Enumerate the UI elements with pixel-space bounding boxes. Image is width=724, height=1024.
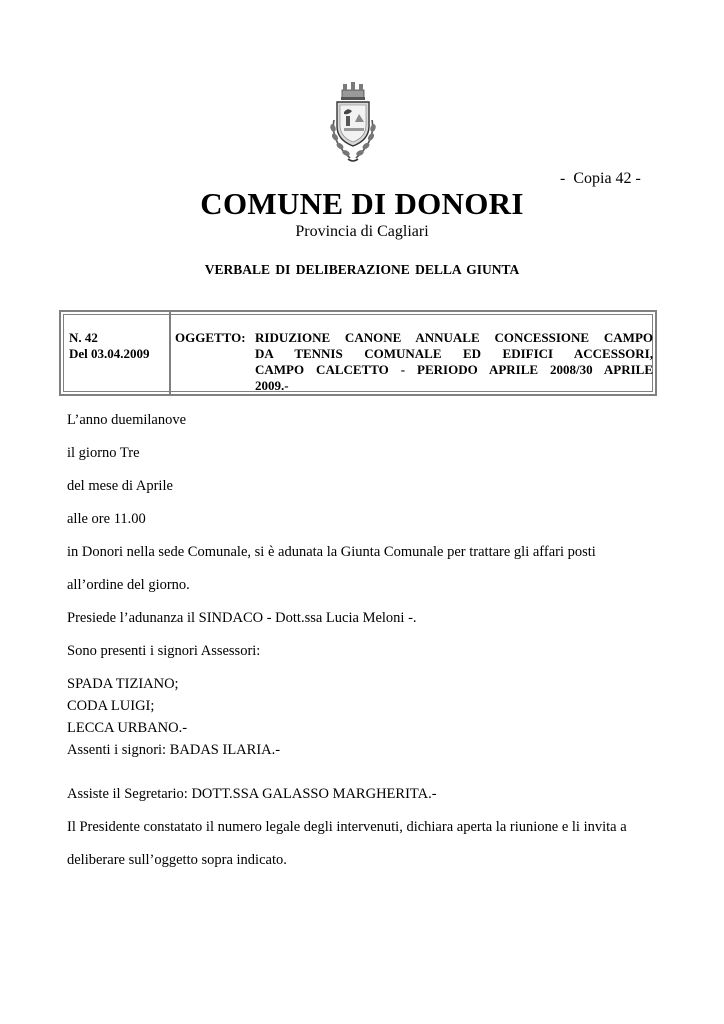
assessor-name: LECCA URBANO.- <box>67 720 188 736</box>
subject-line: RIDUZIONE CANONE ANNUALE CONCESSIONE CAMPO <box>255 330 653 345</box>
deliberation-info-box <box>59 310 657 396</box>
body-time: alle ore 11.00 <box>67 511 146 527</box>
province-subtitle: Provincia di Cagliari <box>295 223 429 240</box>
municipal-crest-icon <box>322 80 384 170</box>
deliberation-number-cell <box>69 330 150 362</box>
subject-text <box>255 330 653 394</box>
body-year: L’anno duemilanove <box>67 412 187 428</box>
deliberation-date: Del 03.04.2009 <box>69 346 150 361</box>
body-quorum: Il Presidente constatato il numero legale degli intervenuti, dichiara aperta la riunione e li invita a <box>67 819 627 835</box>
body-present-heading: Sono presenti i signori Assessori: <box>67 643 261 659</box>
assessor-name: SPADA TIZIANO; <box>67 676 179 692</box>
document-type-heading: VERBALE DI DELIBERAZIONE DELLA GIUNTA <box>204 262 520 277</box>
copy-number: - Copia 42 - <box>560 170 641 187</box>
deliberation-number: N. 42 <box>69 330 98 345</box>
assessor-name: CODA LUIGI; <box>67 698 155 714</box>
body-location: in Donori nella sede Comunale, si è adunata la Giunta Comunale per trattare gli affari posti <box>67 544 596 560</box>
page-title: COMUNE DI DONORI <box>200 186 524 221</box>
subject-line: DA TENNIS COMUNALE ED EDIFICI ACCESSORI, <box>255 346 653 361</box>
body-day: il giorno Tre <box>67 445 140 461</box>
body-absent: Assenti i signori: BADAS ILARIA.- <box>67 742 281 758</box>
subject-line: CAMPO CALCETTO - PERIODO APRILE 2008/30 APRILE <box>255 362 653 377</box>
body-deliberate: deliberare sull’oggetto sopra indicato. <box>67 852 287 868</box>
body-presiding: Presiede l’adunanza il SINDACO - Dott.ssa Lucia Meloni -. <box>67 610 417 626</box>
info-box-divider <box>169 312 171 394</box>
body-secretary: Assiste il Segretario: DOTT.SSA GALASSO MARGHERITA.- <box>67 786 437 802</box>
subject-line: 2009.- <box>255 378 289 393</box>
subject-label: OGGETTO: <box>175 330 246 345</box>
body-month: del mese di Aprile <box>67 478 173 494</box>
body-agenda: all’ordine del giorno. <box>67 577 190 593</box>
